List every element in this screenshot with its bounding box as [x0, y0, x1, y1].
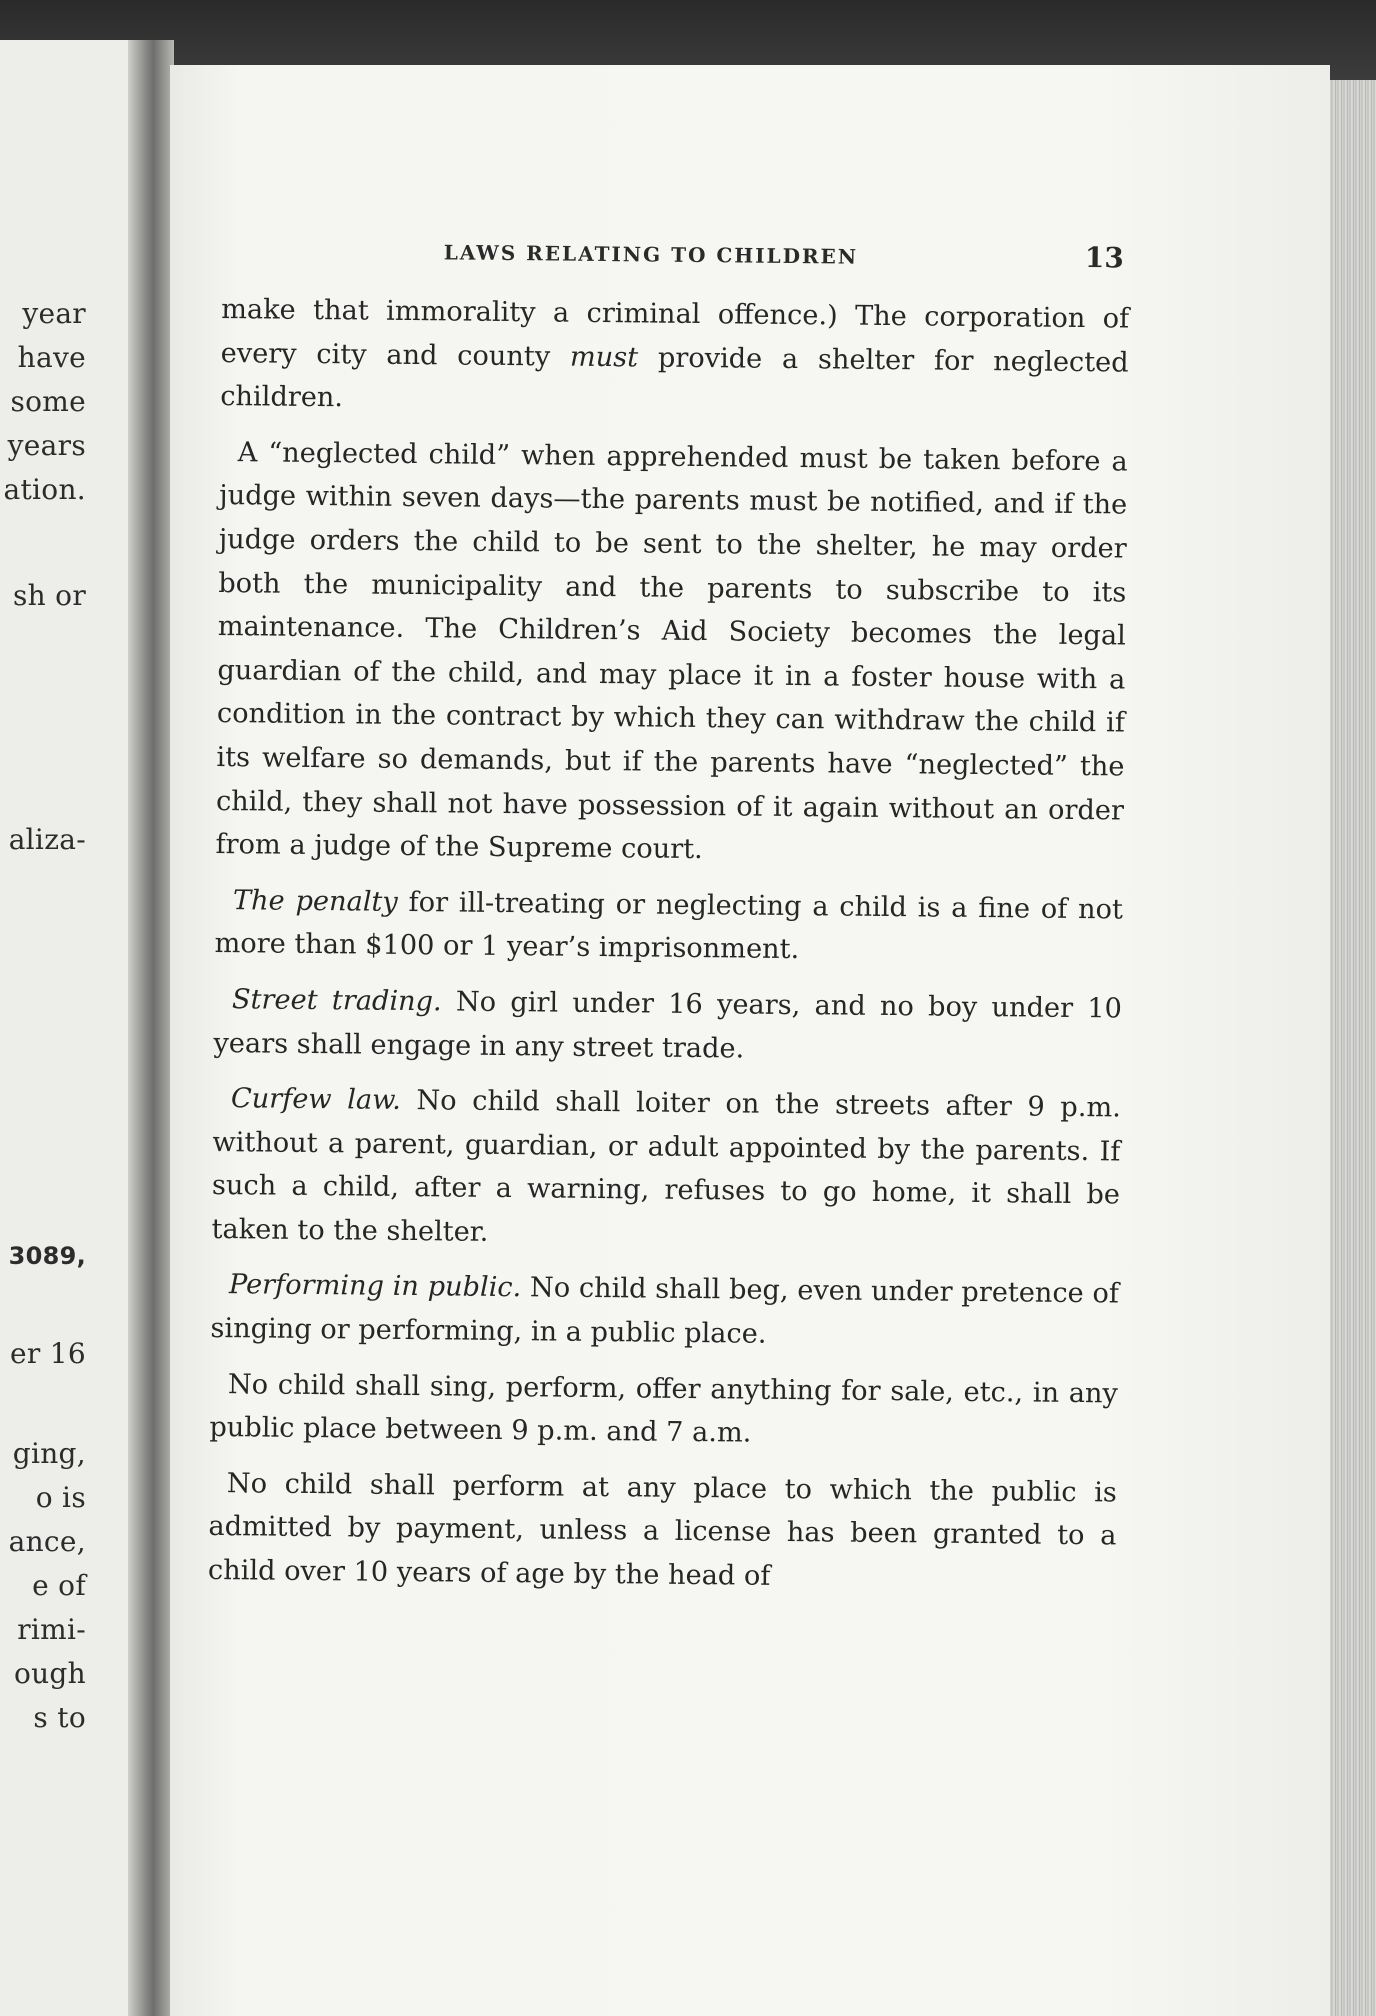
- paragraph-text: provide a shelter for neglected children.: [220, 342, 1129, 414]
- page-edge-stack: [1330, 80, 1376, 2016]
- paragraph-text: No child shall loiter on the streets after 9 p.m. without a parent, guardian, or adult appointed by the parents. If such a child, after a warning, refuses to go home, it shall be taken to the shelter.: [211, 1085, 1122, 1248]
- page-header: [222, 232, 1130, 284]
- left-page-line: have: [17, 341, 86, 374]
- paragraph-text: make that immorality a criminal offence.) The corporation of every city and county: [220, 293, 1130, 373]
- paragraph-performing-in-public: [210, 1263, 1119, 1360]
- paragraph-neglected-child: [215, 431, 1128, 876]
- left-page-line: e of: [32, 1569, 86, 1602]
- paragraph-sale-hours: [209, 1363, 1118, 1460]
- section-lead: Performing in public.: [228, 1269, 522, 1304]
- page-body: [208, 232, 1130, 1614]
- left-page-line: some: [10, 385, 86, 418]
- book-gutter: [128, 40, 174, 2016]
- paragraph-license: [208, 1462, 1117, 1602]
- page-number: 13: [1084, 241, 1124, 275]
- left-page-line: ation.: [3, 473, 86, 506]
- paragraph-text: No child shall perform at any place to which the public is admitted by payment, unless a license has been granted to a child over 10 years of age by the head of: [207, 1467, 1118, 1592]
- running-head: LAWS RELATING TO CHILDREN: [443, 240, 859, 269]
- section-lead: Curfew law.: [230, 1083, 402, 1117]
- left-page-line: aliza-: [8, 823, 86, 856]
- left-page-line: 3089,: [8, 1242, 86, 1270]
- left-page-line: ough: [13, 1657, 86, 1690]
- paragraph-curfew-law: [211, 1077, 1121, 1261]
- left-page-line: ging,: [12, 1437, 86, 1470]
- left-page-line: years: [7, 429, 86, 462]
- emphasis-text: must: [569, 341, 639, 373]
- paragraph-text: No child shall sing, perform, offer anything for sale, etc., in any public place between 9 p.m. and 7 a.m.: [209, 1368, 1119, 1449]
- section-lead: The penalty: [232, 884, 398, 918]
- paragraph-text: No child shall beg, even under pretence of singing or performing, in a public place.: [210, 1272, 1120, 1350]
- paragraph-penalty: [214, 879, 1123, 976]
- paragraph-street-trading: [213, 978, 1122, 1075]
- left-page-line: rimi-: [17, 1613, 86, 1646]
- left-page-line: s to: [33, 1701, 86, 1734]
- paragraph-text: No girl under 16 years, and no boy under 10 years shall engage in any street trade.: [213, 986, 1123, 1065]
- left-page-line: sh or: [12, 579, 86, 612]
- section-lead: Street trading.: [231, 984, 442, 1018]
- left-page-line: year: [22, 297, 86, 330]
- paragraph-shelter: [220, 288, 1129, 428]
- left-page-line: ance,: [8, 1525, 86, 1558]
- paragraph-text: for ill-treating or neglecting a child is a fine of not more than $100 or 1 year’s imprisonment.: [214, 886, 1124, 966]
- left-page-line: o is: [35, 1481, 86, 1514]
- left-page-line: er 16: [10, 1337, 86, 1370]
- paragraph-text: A “neglected child” when apprehended must be taken before a judge within seven days—the parents must be notified, and if the judge orders the child to be sent to the shelter, he may order both the municipality and the parents to subscribe to its maintenance. The Children’s Aid Society becomes the legal guardian of the child, and may place it in a foster house with a condition in the contract by which they can withdraw the child if its welfare so demands, but if the parents have “neglected” the child, they shall not have possession of it again without an order from a judge of the Supreme court.: [215, 436, 1128, 866]
